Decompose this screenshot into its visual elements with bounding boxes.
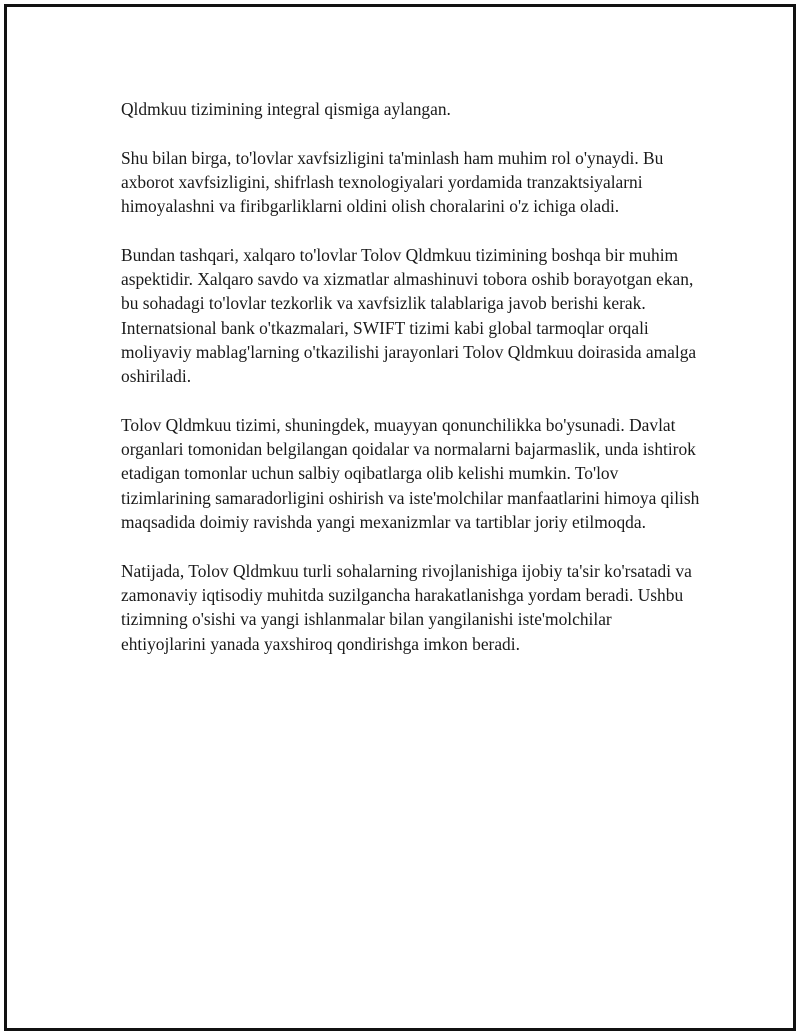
paragraph-4: Tolov Qldmkuu tizimi, shuningdek, muayyan qonunchilikka bo'ysunadi. Davlat organlari tomonidan belgilangan qoidalar va normalarni bajarmaslik, unda ishtirok etadigan tomonlar uchun salbiy oqibatlarga olib kelishi mumkin. To'lov tizimlarining samaradorligini oshirish va iste'molchilar manfaatlarini himoya qilish maqsadida doimiy ravishda yangi mexanizmlar va tartiblar joriy etilmoqda. [121,414,700,533]
document-body [121,97,701,680]
paragraph-1: Qldmkuu tizimining integral qismiga aylangan. [121,99,451,119]
paragraph-2: Shu bilan birga, to'lovlar xavfsizligini ta'minlash ham muhim rol o'ynaydi. Bu axborot xavfsizligini, shifrlash texnologiyalari yordamida tranzaktsiyalarni himoyalashni va firibgarliklarni oldini olish choralarini o'z ichiga oladi. [121,147,664,217]
document-page [4,4,796,1031]
paragraph-3: Bundan tashqari, xalqaro to'lovlar Tolov Qldmkuu tizimining boshqa bir muhim aspektidir. Xalqaro savdo va xizmatlar almashinuvi tobora oshib borayotgan ekan, bu sohadagi to'lovlar tezkorlik va xavfsizlik talablariga javob berishi kerak. Internatsional bank o'tkazmalari, SWIFT tizimi kabi global tarmoqlar orqali moliyaviy mablag'larning o'tkazilishi jarayonlari Tolov Qldmkuu doirasida amalga oshiriladi. [121,244,697,387]
paragraph-5: Natijada, Tolov Qldmkuu turli sohalarning rivojlanishiga ijobiy ta'sir ko'rsatadi va zamonaviy iqtisodiy muhitda suzilgancha harakatlanishga yordam beradi. Ushbu tizimning o'sishi va yangi ishlanmalar bilan yangilanishi iste'molchilar ehtiyojlarini yanada yaxshiroq qondirishga imkon beradi. [121,560,692,654]
